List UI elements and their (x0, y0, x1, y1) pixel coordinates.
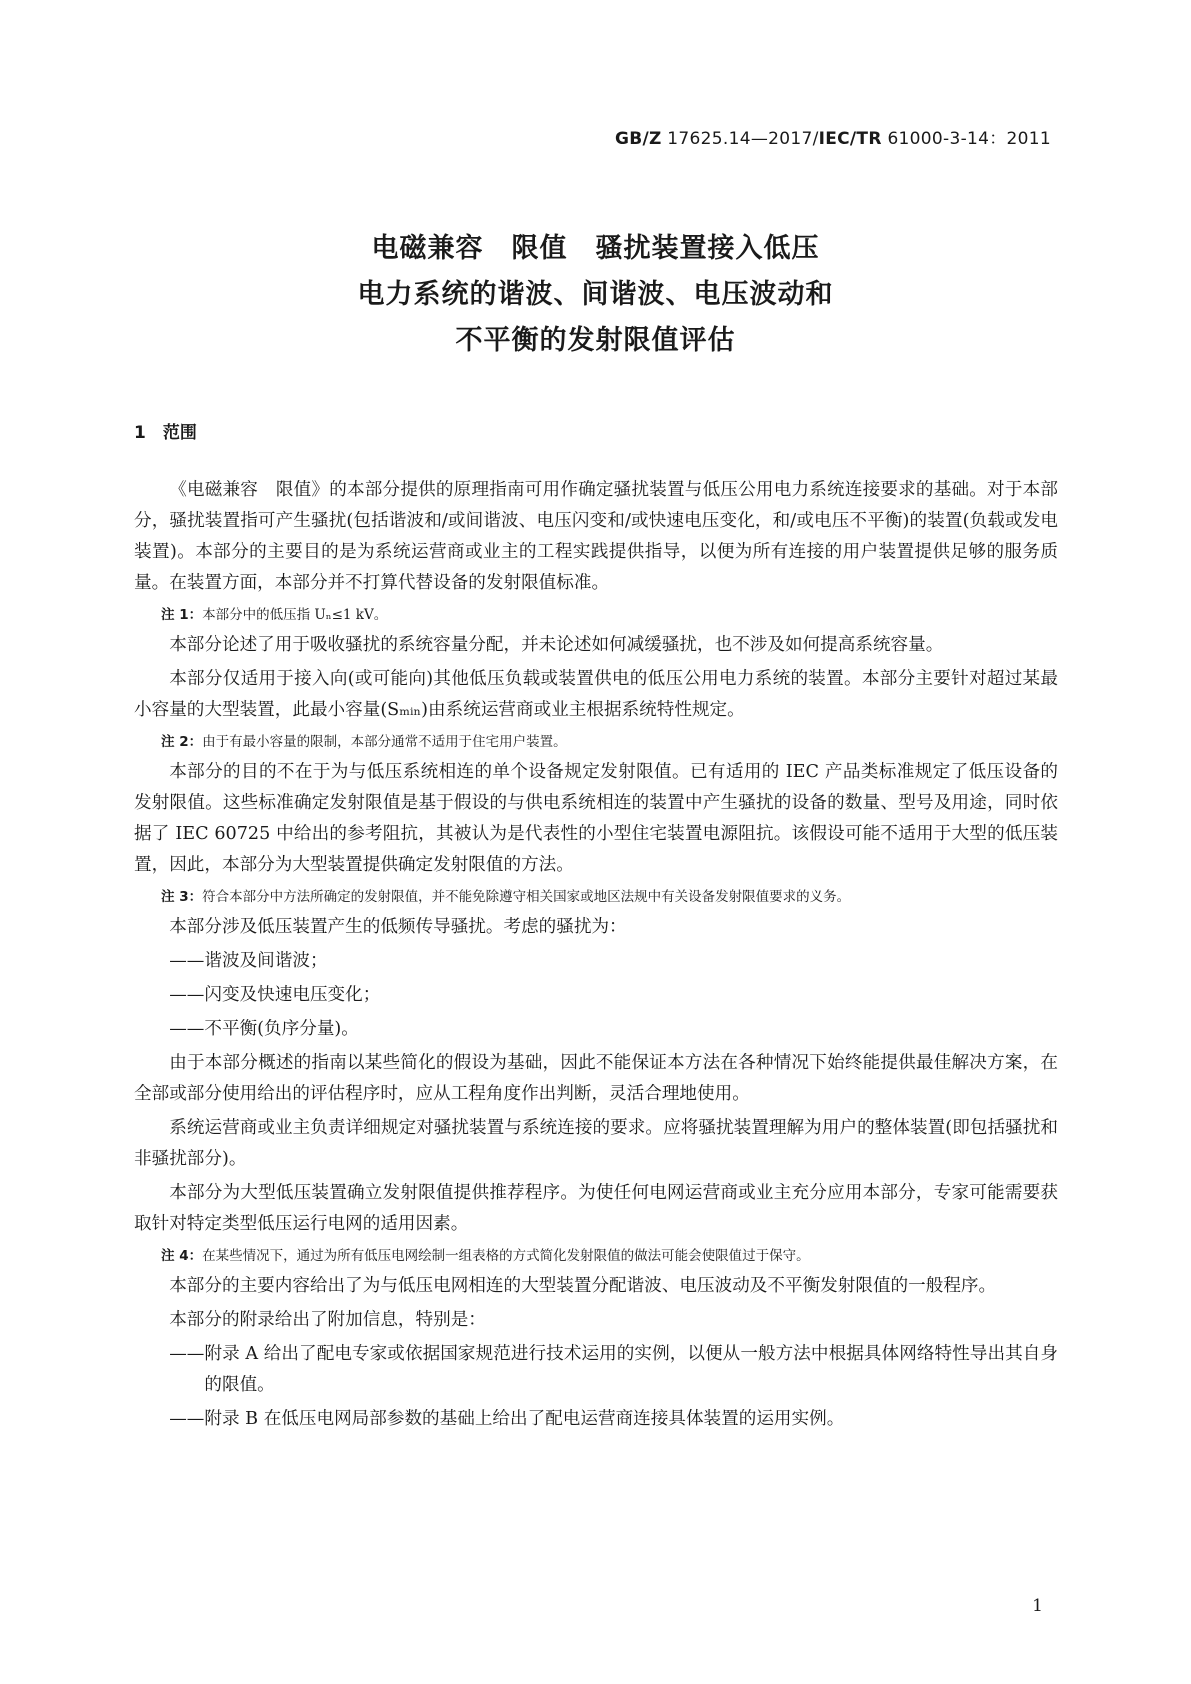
note-1 (134, 602, 1058, 628)
paragraph-6: 由于本部分概述的指南以某些简化的假设为基础，因此不能保证本方法在各种情况下始终能提供最佳解决方案，在全部或部分使用给出的评估程序时，应从工程角度作出判断，灵活合理地使用。 (134, 1053, 1058, 1104)
note-4 (134, 1243, 1058, 1269)
std-prefix: GB/Z (614, 129, 662, 149)
list-item-flicker: ——闪变及快速电压变化； (169, 985, 381, 1005)
paragraph-10: 本部分的附录给出了附加信息，特别是： (169, 1310, 486, 1330)
note-3 (134, 884, 1058, 910)
paragraph-4: 本部分的目的不在于为与低压系统相连的单个设备规定发射限值。已有适用的 IEC 产品类标准规定了低压设备的发射限值。这些标准确定发射限值是基于假设的与供电系统相连的装置中产生骚扰的设备的数量、型号及用途，同时依据了 IEC 60725 中给出的参考阻抗，其被认为是代表性的小型住宅装置电源阻抗。该假设可能不适用于大型的低压装置，因此，本部分为大型装置提供确定发射限值的方法。 (134, 762, 1058, 875)
note-4-text: 在某些情况下，通过为所有低压电网绘制一组表格的方式简化发射限值的做法可能会使限值过于保守。 (202, 1248, 810, 1264)
standard-code (615, 124, 1051, 149)
list-item-annex-a: ——附录 A 给出了配电专家或依据国家规范进行技术运用的实例，以便从一般方法中根据具体网络特性导出其自身的限值。 (169, 1344, 1058, 1395)
std-number: 17625.14—2017/ (661, 129, 819, 149)
paragraph-8: 本部分为大型低压装置确立发射限值提供推荐程序。为使任何电网运营商或业主充分应用本部分，专家可能需要获取针对特定类型低压运行电网的适用因素。 (134, 1183, 1058, 1234)
page-number: 1 (1032, 1596, 1043, 1616)
paragraph-9: 本部分的主要内容给出了为与低压电网相连的大型装置分配谐波、电压波动及不平衡发射限值的一般程序。 (169, 1276, 997, 1296)
note-2-text: 由于有最小容量的限制，本部分通常不适用于住宅用户装置。 (202, 734, 567, 750)
body-content (134, 475, 1058, 1438)
note-1-label: 注 1： (161, 607, 203, 623)
note-1-text: 本部分中的低压指 Uₙ≤1 kV。 (202, 607, 388, 623)
iec-number: 61000-3-14：2011 (881, 129, 1051, 149)
list-item-unbalance: ——不平衡(负序分量)。 (169, 1019, 359, 1039)
paragraph-3: 本部分仅适用于接入向(或可能向)其他低压负载或装置供电的低压公用电力系统的装置。本部分主要针对超过某最小容量的大型装置，此最小容量(Sₘᵢₙ)由系统运营商或业主根据系统特性规定。 (134, 669, 1058, 720)
note-4-label: 注 4： (161, 1248, 203, 1264)
paragraph-1: 《电磁兼容 限值》的本部分提供的原理指南可用作确定骚扰装置与低压公用电力系统连接要求的基础。对于本部分，骚扰装置指可产生骚扰(包括谐波和/或间谐波、电压闪变和/或快速电压变化，和/或电压不平衡)的装置(负载或发电装置)。本部分的主要目的是为系统运营商或业主的工程实践提供指导，以便为所有连接的用户装置提供足够的服务质量。在装置方面，本部分并不打算代替设备的发射限值标准。 (134, 480, 1058, 593)
list-item-harmonics: ——谐波及间谐波； (169, 951, 328, 971)
note-2 (134, 729, 1058, 755)
document-title (0, 226, 1191, 364)
note-2-label: 注 2： (161, 734, 203, 750)
list-item-annex-b: ——附录 B 在低压电网局部参数的基础上给出了配电运营商连接具体装置的运用实例。 (169, 1409, 845, 1429)
paragraph-7: 系统运营商或业主负责详细规定对骚扰装置与系统连接的要求。应将骚扰装置理解为用户的整体装置(即包括骚扰和非骚扰部分)。 (134, 1118, 1058, 1169)
paragraph-5: 本部分涉及低压装置产生的低频传导骚扰。考虑的骚扰为： (169, 917, 627, 937)
title-line-2: 电力系统的谐波、间谐波、电压波动和 (357, 279, 834, 310)
iec-prefix: IEC/TR (818, 129, 882, 149)
title-line-1: 电磁兼容 限值 骚扰装置接入低压 (371, 233, 820, 264)
title-line-3: 不平衡的发射限值评估 (455, 325, 736, 356)
note-3-text: 符合本部分中方法所确定的发射限值，并不能免除遵守相关国家或地区法规中有关设备发射限值要求的义务。 (202, 889, 851, 905)
section-heading-scope: 1 范围 (134, 423, 197, 443)
note-3-label: 注 3： (161, 889, 203, 905)
paragraph-2: 本部分论述了用于吸收骚扰的系统容量分配，并未论述如何减缓骚扰，也不涉及如何提高系统容量。 (169, 635, 944, 655)
